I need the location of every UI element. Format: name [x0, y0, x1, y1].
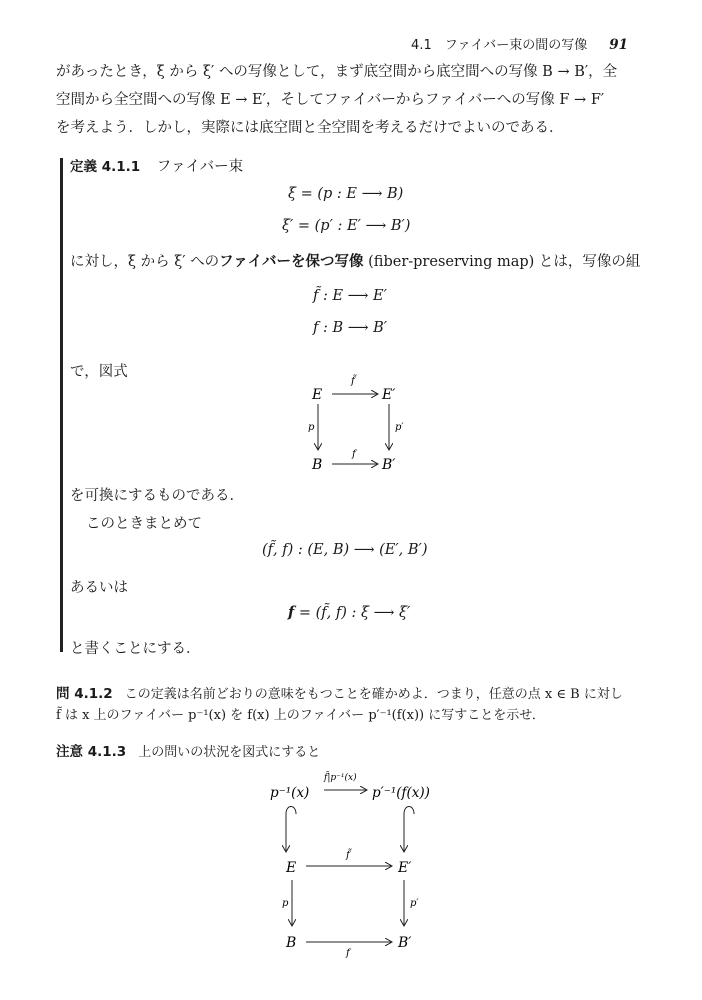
- node-fiber-fx: p′⁻¹(f(x)): [372, 785, 430, 801]
- text-post: (fiber-preserving map) とは，写像の組: [363, 254, 641, 270]
- section-title: 4.1 ファイバー束の間の写像: [411, 38, 588, 53]
- label-restricted: f̃|p⁻¹(x): [324, 773, 357, 783]
- node-B-prime: B′: [382, 457, 396, 473]
- node-E: E: [286, 860, 297, 876]
- definition-text-3: を可換にするものである．: [70, 488, 244, 504]
- node-B: B: [286, 935, 297, 951]
- label-p-prime: p′: [395, 422, 404, 433]
- remark-line: [56, 740, 320, 765]
- intro-line-3: を考えよう．しかし，実際には底空間と全空間を考えるだけでよいのである．: [56, 120, 564, 136]
- commutative-diagram: [300, 368, 420, 480]
- definition-text-1: [70, 250, 640, 274]
- label-p: p: [308, 422, 315, 433]
- equation-f-tilde: f̃ : E ⟶ E′: [313, 288, 387, 304]
- label-f: f: [352, 449, 356, 460]
- label-p-prime: p′: [410, 898, 419, 909]
- arrow-inclusion-left: [286, 807, 296, 853]
- intro-line-1: があったとき，ξ から ξ′ への写像として，まず底空間から底空間への写像 B → B′，全: [56, 64, 618, 80]
- label-f: f: [346, 948, 350, 959]
- bold-f: f: [288, 604, 295, 621]
- definition-label: 定義 4.1.1: [70, 159, 141, 175]
- equation-xi-prime: ξ′ = (p′ : E′ ⟶ B′): [282, 218, 411, 234]
- label-f-tilde: f̃: [346, 850, 350, 861]
- running-header: [411, 34, 628, 53]
- node-B-prime: B′: [398, 935, 412, 951]
- definition-bar: [60, 158, 63, 652]
- equation-pair: (f̃, f) : (E, B) ⟶ (E′, B′): [262, 542, 428, 558]
- node-E-prime: E′: [382, 387, 396, 403]
- page-number: 91: [609, 37, 628, 53]
- intro-line-2: 空間から全空間への写像 E → E′，そしてファイバーからファイバーへの写像 F → F′: [56, 92, 605, 108]
- arrow-inclusion-right: [404, 807, 414, 853]
- label-f-tilde: f̃: [351, 376, 355, 387]
- definition-text-4: このときまとめて: [86, 516, 202, 532]
- equation-f: f : B ⟶ B′: [313, 320, 388, 336]
- remark-text: 上の問いの状況を図式にすると: [138, 745, 321, 760]
- problem-line-2: f̃ は x 上のファイバー p⁻¹(x) を f(x) 上のファイバー p′⁻¹(f(x)) に写すことを示せ．: [56, 708, 545, 723]
- node-B: B: [312, 457, 323, 473]
- problem-text-1: この定義は名前どおりの意味をもつことを確かめよ．つまり，任意の点 x ∈ B に対し: [124, 687, 623, 702]
- definition-heading: [70, 155, 243, 179]
- node-E-prime: E′: [398, 860, 412, 876]
- equation-xi: ξ = (p : E ⟶ B): [288, 186, 404, 202]
- label-p: p: [282, 898, 289, 909]
- node-E: E: [312, 387, 323, 403]
- equation-bold-f: [288, 604, 410, 621]
- node-fiber-x: p⁻¹(x): [270, 785, 310, 801]
- problem-label: 問 4.1.2: [56, 686, 113, 702]
- definition-text-2: で，図式: [70, 364, 128, 380]
- text-pre: に対し，ξ から ξ′ への: [70, 254, 220, 270]
- remark-label: 注意 4.1.3: [56, 744, 127, 760]
- definition-text-6: と書くことにする．: [70, 641, 201, 657]
- term-fiber-preserving: ファイバーを保つ写像: [219, 254, 364, 270]
- definition-title: ファイバー束: [156, 159, 244, 175]
- equation-rest: = (f̃, f) : ξ ⟶ ξ′: [294, 605, 411, 621]
- definition-text-5: あるいは: [70, 580, 128, 596]
- remark-diagram: [262, 766, 462, 962]
